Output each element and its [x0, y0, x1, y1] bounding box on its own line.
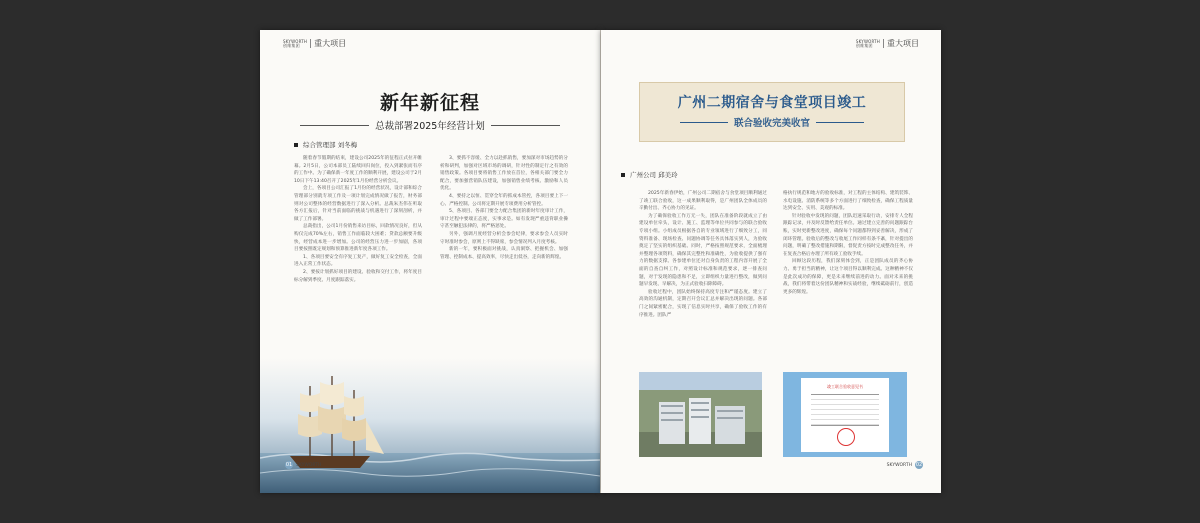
header-divider: [883, 39, 884, 48]
paragraph: 总裁指出，公司1月份销售来访目标，回款情况良好，但从购仅完成70%左右，销售工作面临较大困难；贷款总额要升级快，经营成本进一步增加。公司的经营压力进一步加剧，各项目要按照既定规划和预算推进新年度各项工作。: [294, 224, 422, 253]
paragraph: 针对验收中发现的问题，团队迅速采取行动，安排专人全程跟踪记录，并及时反馈给责任单位。通过建立完善的问题跟踪台账，实时更新整改进度，确保每个问题都得到妥善解决，形成了闭环管理。验收后的整改与收尾工作同样有条不紊，针对提出的问题，明确了整改措施和期限，督促责方按时完成整改任务，并在复查合格后办理了所有竣工验收手续。: [783, 213, 913, 257]
left-column-2: [440, 155, 568, 261]
paragraph: 1、各项目要安全有序复工复产，做好复工安全检查，全面进入正常工作状态。: [294, 254, 422, 268]
paragraph: 格执行规范和地方的验收标准，对工程的主体结构、建筑装饰、水电设施、消防系统等多个方面进行了细致检查，确保工程质量达到安全、实用、美观的标准。: [783, 191, 913, 212]
left-page: [260, 30, 600, 493]
header-divider: [310, 39, 311, 48]
title-banner: [639, 82, 905, 142]
byline: [294, 140, 357, 149]
paragraph: 2025年新春伊始，广州公司二期宿舍与食堂项目顺利通过了竣工联合验收，这一成果顺利取得，是广州团队全体成员的辛勤付出、齐心协力的见证。: [639, 191, 767, 212]
subtitle-text: 总裁部署2025年经营计划: [375, 121, 485, 132]
subtitle-rule-left: [680, 122, 728, 123]
footer-brand: SKYWORTH: [886, 462, 912, 468]
paragraph: 为了确保验收工作万无一失，团队在准备阶段就成立了由建设单位牵头，设计、施工、监理等单位共同参与的联合验收专项小组。小组成员根据各自的专业领域进行了细致分工，同资料准备、现场检查、问题协调等任务具体落实到人，为验收奠定了坚实的组织基础。同时，严格按照规范要求，全面梳理并整理各项资料，确保其完整性和准确性，为验收提供了强有力的数据支撑。各参建单位还对自身负责的工程内容开展了全面的自查自纠工作，对照设计标准和规范要求，逐一排查问题，对于发现的隐患和不足，立即组织力量进行整改，做到问题早发现、早解决，为正式验收扫除障碍。: [639, 213, 767, 288]
page-footer: [285, 461, 321, 469]
certificate-title: 竣工联合验收意见书: [827, 384, 863, 389]
paragraph: 验收过程中，团队始终保持高度专注和严谨态度。建立了高效的沟通机制，定期召开会议汇总并解决出现的问题。各部门之间紧密配合，实现了信息实时共享，确保了验收工作的有序推进。团队严: [639, 289, 767, 318]
byline-text: 广州公司 邱美玲: [630, 171, 678, 179]
sailing-ship-image: [260, 358, 600, 493]
subtitle-rule-right: [491, 125, 560, 126]
paragraph: 4、要持之以恒、贯穿全年的抓成本管控，各项目要上下一心、严格控制。公司将定期开展专项费用分析管控。: [440, 193, 568, 207]
article-subtitle: [680, 115, 864, 129]
right-column-2: [783, 190, 913, 296]
brand-logo: SKYWORTH 创维集团: [283, 38, 308, 48]
paragraph: 5、各项目、各部门要全力配合集团的新时年度审计工作，审计过程中要端正态度，实事求是。如有发现严重违背职业操守甚至触犯法律的，将严格惩处。: [440, 209, 568, 230]
paragraph: 新的一年，要积极面对挑战，认真洞察、把握机会、加强管理、控制成本、提高效率，尽快走出低谷，走向新的辉煌。: [440, 247, 568, 260]
paragraph: 会上，各项目公司汇报了1月份的经营状况，设计部和综合管理部分别就专项工作及一项计划完成情况做了报告，财务部则对公司整体的经营数据进行了深入分析。总裁朱杰伟在听取各方汇报后，针对当前面临的挑战与机遇进行了深刻剖析，并做了工作部署。: [294, 186, 422, 222]
bullet-square-icon: [621, 173, 625, 177]
paragraph: 另外，强调月度经营分析会参会纪律，要求参会人员实时守时准时参会，原则上不得缺席，参会情况列入月度考核。: [440, 231, 568, 245]
right-column-1: [639, 190, 767, 319]
article-subtitle: [300, 118, 560, 132]
section-label: 重大项目: [314, 39, 347, 48]
certificate-sheet: [801, 378, 889, 452]
bullet-square-icon: [294, 143, 298, 147]
subtitle-text: 联合验收完美收官: [734, 118, 811, 129]
brand-logo: SKYWORTH 创维集团: [855, 38, 880, 48]
certificate-photo: [783, 372, 907, 457]
left-column-1: [294, 155, 422, 284]
certificate-table: [811, 394, 879, 426]
page-footer: [887, 461, 923, 469]
page-number: 01: [285, 462, 293, 468]
page-number: 02: [915, 462, 923, 468]
subtitle-rule-left: [300, 125, 369, 126]
paragraph: 3、要抓不容缓、全力以赴抓销售，要加深对市场趋势的分析和研判，加强对区域市场的调研，针对性的制定行之有效的销售政策。各项目要将销售工作放在首位，各相关部门要全力配合，要加强营销队伍建设，加强销售业绩考核、激励和人员优化。: [440, 156, 568, 192]
byline-text: 综合管理部 刘冬梅: [303, 141, 358, 149]
page-header: [283, 38, 346, 49]
building-photo: [639, 372, 762, 457]
footer-brand: SKYWORTH: [296, 462, 322, 468]
page-header: [856, 38, 919, 49]
paragraph: 2、要按计划抓好项目的建设、验收和交付工作，将年度目标分解到季度、月度跟踪落实。: [294, 269, 422, 283]
article-title: 广州二期宿舍与食堂项目竣工: [677, 95, 867, 111]
right-page: [601, 30, 941, 493]
article-title: 新年新征程: [379, 92, 480, 114]
paragraph: 回顾这段历程，我们深刻体会到，正是团队成员的齐心协力、勇于担当的精神，让这个项目得以顺利完成。这种精神不仅是此次成功的保障，更是未来继续前进的动力。面对未来的挑战，我们将带着这份团队精神和实战经验，继续砥砺前行，创造更多的辉煌。: [783, 259, 913, 295]
section-label: 重大项目: [887, 39, 919, 48]
paragraph: 随着春节假期的结束，建设公司2025年的征程正式拉开帷幕。2月5日，公司本部员工陆续回归岗位，投入到紧张而有序的工作中。为了确保新一年度工作的顺利开展，建设公司于2月10日下午13:40召开了2025年1月份经营分析会议。: [294, 156, 422, 184]
red-stamp-icon: [837, 428, 855, 446]
subtitle-rule-right: [816, 122, 864, 123]
byline: [621, 170, 678, 179]
